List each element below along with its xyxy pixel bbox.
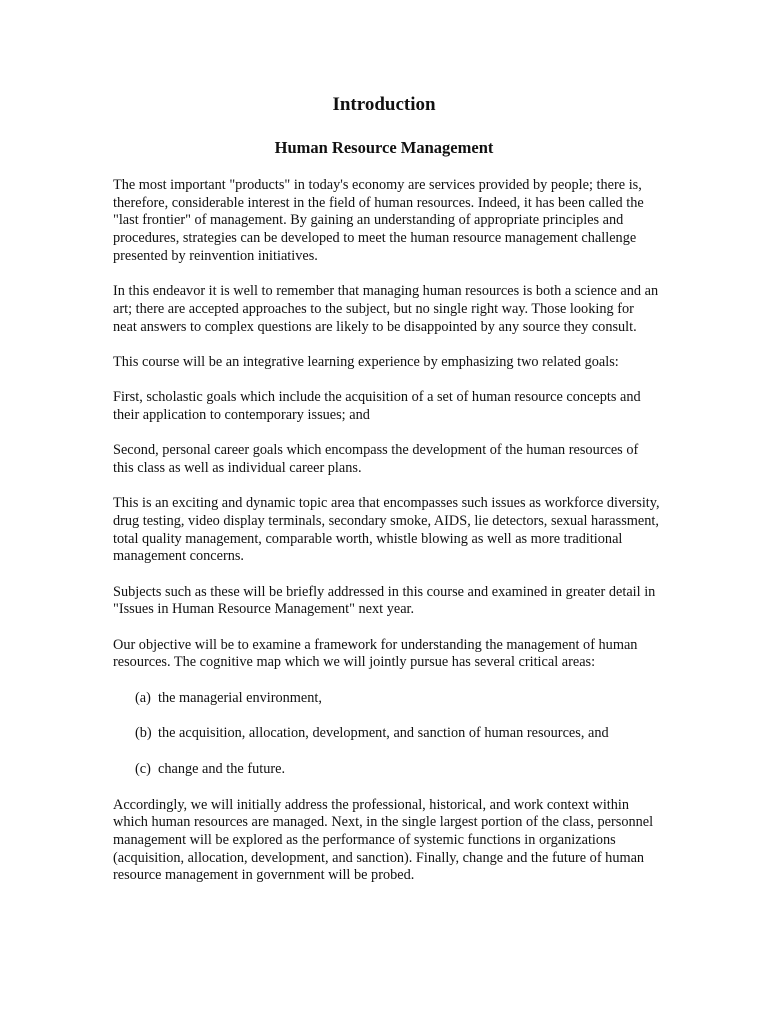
list-item (135, 725, 661, 743)
list-item (135, 690, 661, 708)
list-item-marker: (c) (135, 760, 151, 777)
paragraph: This is an exciting and dynamic topic area that encompasses such issues as workforce diversity, drug testing, video display terminals, secondary smoke, AIDS, lie detectors, sexual harassment, total quality management, comparable worth, whistle blowing as well as more traditional management concerns. (113, 495, 660, 565)
paragraph: First, scholastic goals which include the acquisition of a set of human resource concepts and their application to contemporary issues; and (113, 389, 641, 423)
list-item-text: the managerial environment, (158, 689, 322, 706)
paragraph: Subjects such as these will be briefly addressed in this course and examined in greater detail in "Issues in Human Resource Management" next year. (113, 583, 656, 618)
paragraph: This course will be an integrative learning experience by emphasizing two related goals: (113, 353, 619, 370)
list-item (135, 761, 661, 779)
list-item-text: change and the future. (158, 760, 286, 777)
list-item-text: the acquisition, allocation, development, and sanction of human resources, and (158, 725, 609, 742)
list-item-marker: (b) (135, 725, 152, 742)
paragraph: Our objective will be to examine a framework for understanding the management of human resources. The cognitive map which we will jointly pursue has several critical areas: (113, 636, 638, 671)
paragraph: Second, personal career goals which encompass the development of the human resources of this class as well as individual career plans. (113, 442, 639, 476)
paragraph: The most important "products" in today's economy are services provided by people; there is, therefore, considerable interest in the field of human resources. Indeed, it has been called the "last frontier" of management. By gaining an understanding of appropriate principles and procedures, strategies can be developed to meet the human resource management challenge presented by reinvention initiatives. (113, 177, 644, 264)
document-body (113, 177, 661, 903)
document-subtitle: Human Resource Management (274, 138, 494, 157)
paragraph-closing: Accordingly, we will initially address the professional, historical, and work context within which human resources are managed. Next, in the single largest portion of the class, personnel management will be explored as the performance of systemic functions in organizations (acquisition, allocation, development, and sanction). Finally, change and the future of human resource management in government will be probed. (113, 796, 654, 884)
list-item-marker: (a) (135, 689, 151, 706)
paragraph: In this endeavor it is well to remember that managing human resources is both a science and an art; there are accepted approaches to the subject, but no single right way. Those looking for neat answers to complex questions are likely to be disappointed by any source they consult. (113, 283, 659, 335)
document-title: Introduction (332, 94, 436, 115)
